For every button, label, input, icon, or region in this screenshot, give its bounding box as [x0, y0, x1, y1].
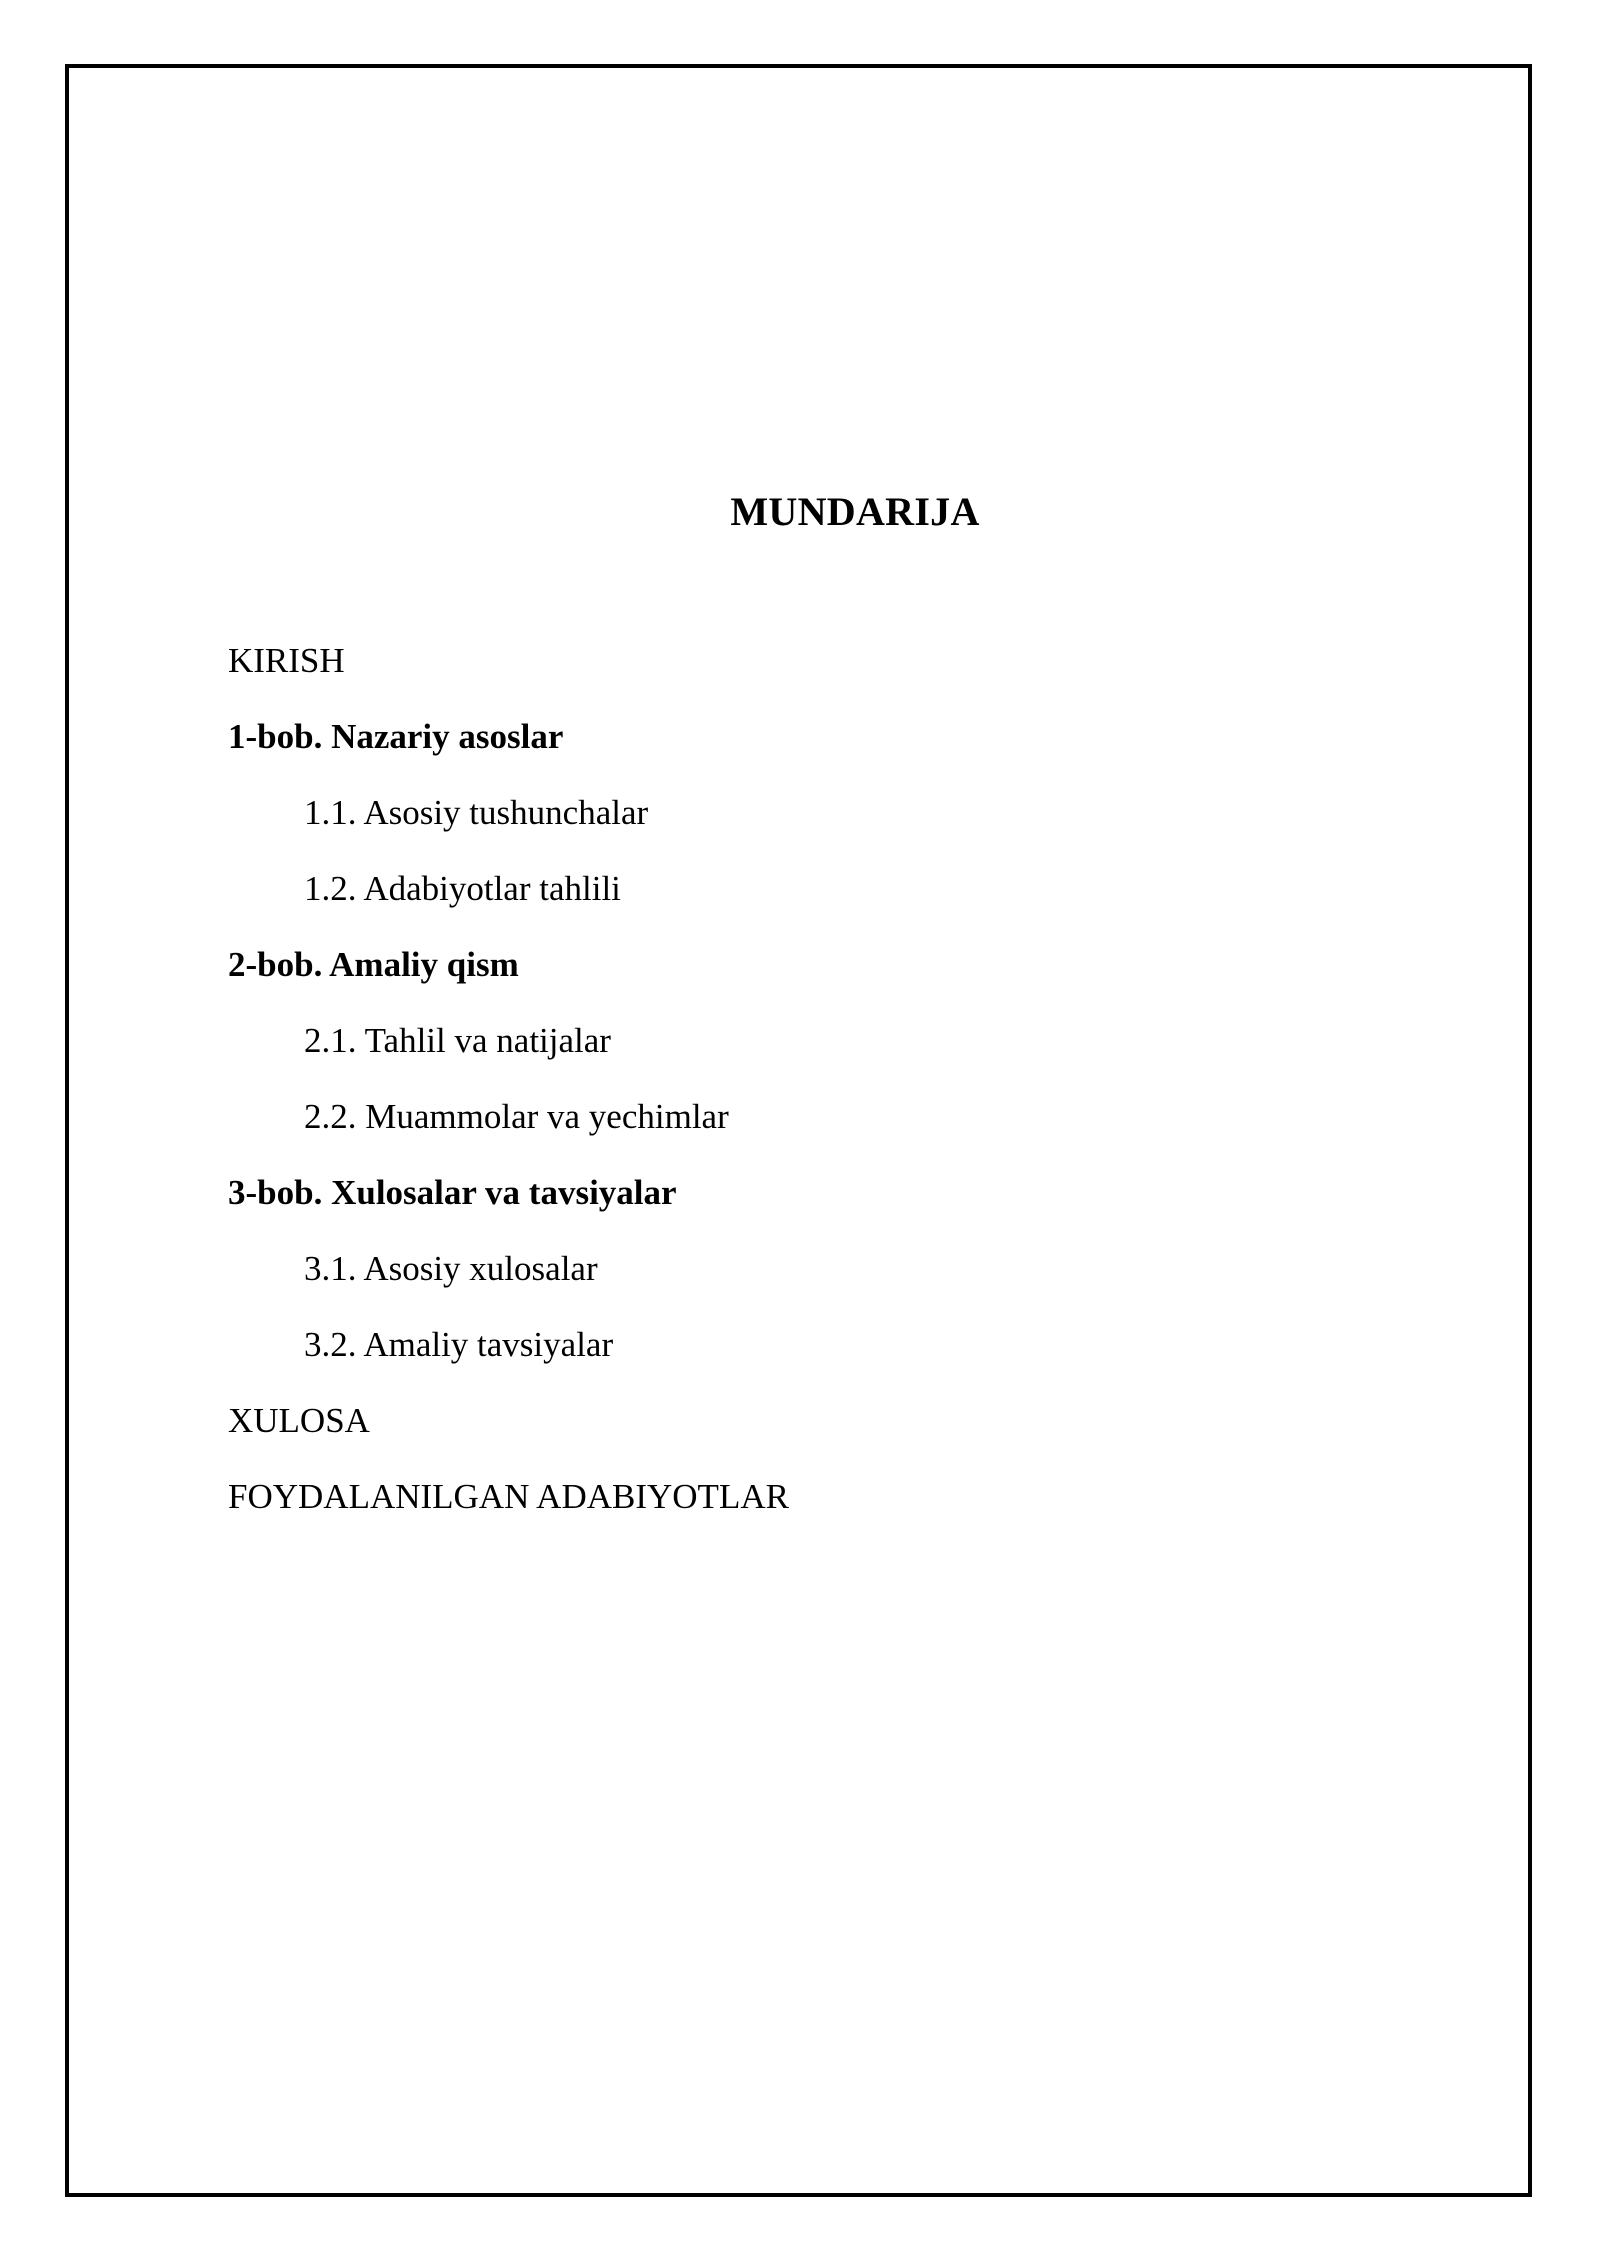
toc-section-1-2: 1.2. Adabiyotlar tahlili — [304, 869, 621, 908]
toc-section-1-1: 1.1. Asosiy tushunchalar — [304, 793, 649, 832]
toc-entry-kirish: KIRISH — [228, 641, 345, 680]
toc-entry-xulosa: XULOSA — [228, 1401, 370, 1440]
table-of-contents — [228, 638, 789, 1550]
toc-chapter-1: 1-bob. Nazariy asoslar — [228, 717, 564, 756]
toc-section-2-2: 2.2. Muammolar va yechimlar — [304, 1097, 729, 1136]
toc-entry-adabiyotlar: FOYDALANILGAN ADABIYOTLAR — [228, 1477, 789, 1516]
page-title: MUNDARIJA — [730, 488, 980, 534]
toc-chapter-2: 2-bob. Amaliy qism — [228, 945, 519, 984]
toc-chapter-3: 3-bob. Xulosalar va tavsiyalar — [228, 1173, 677, 1212]
toc-section-2-1: 2.1. Tahlil va natijalar — [304, 1021, 611, 1060]
toc-section-3-2: 3.2. Amaliy tavsiyalar — [304, 1325, 614, 1364]
toc-section-3-1: 3.1. Asosiy xulosalar — [304, 1249, 598, 1288]
